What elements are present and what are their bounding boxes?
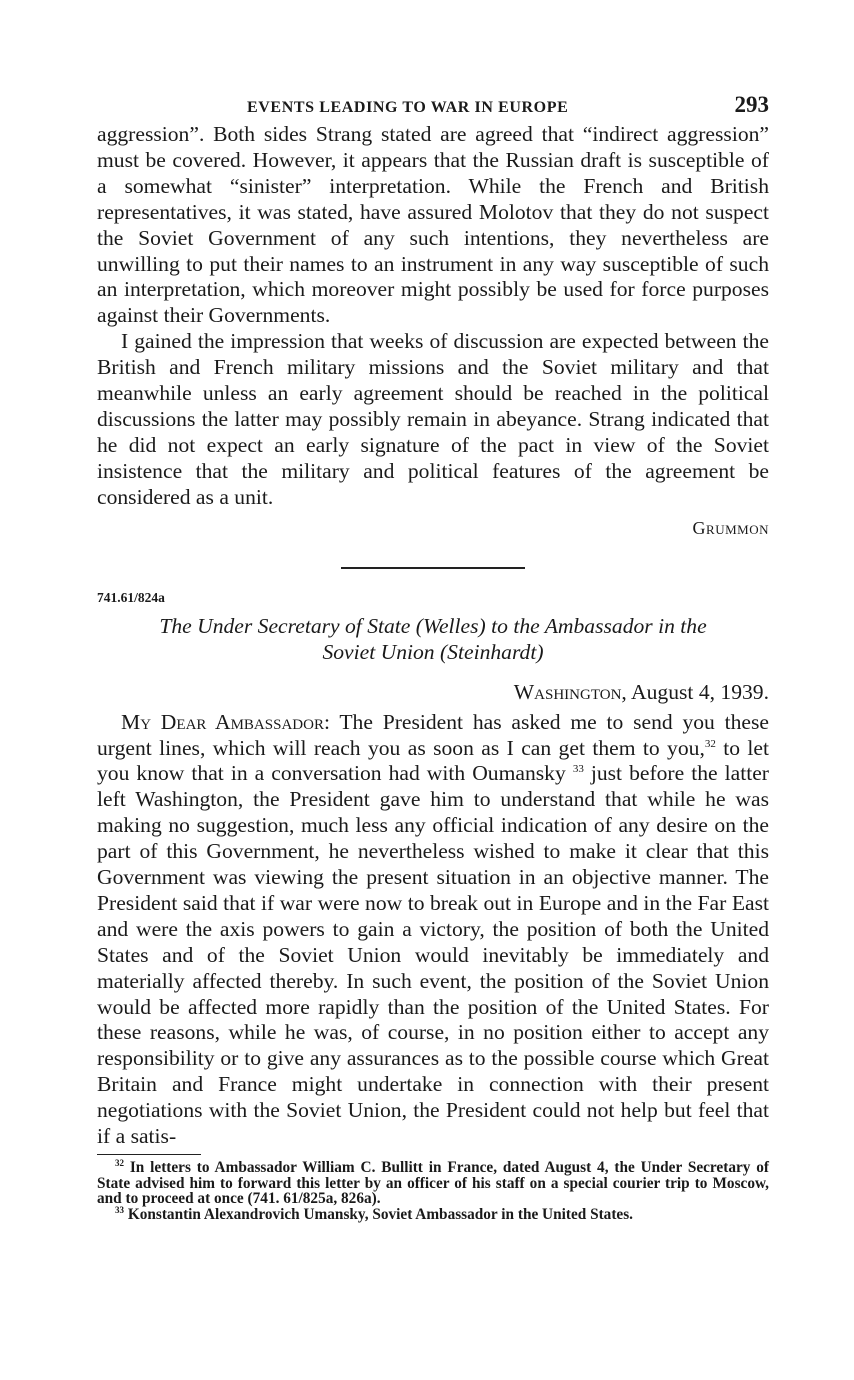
dateline-place: Washington, xyxy=(513,679,627,704)
signature: Grummon xyxy=(692,517,769,538)
letter-body xyxy=(97,710,769,1150)
page-number: 293 xyxy=(734,92,769,117)
footnote-33 xyxy=(97,1204,769,1223)
page xyxy=(97,92,769,1222)
section-divider xyxy=(341,567,525,569)
footnote-number: 32 xyxy=(115,1157,124,1168)
running-head xyxy=(97,92,769,122)
footnote-text: In letters to Ambassador William C. Bullitt in France, dated August 4, the Under Secretary of State advised him to forward this letter by an officer of his staff on a special courier trip to Moscow, and to proceed at once (741. 61/825a, 826a). xyxy=(97,1159,769,1207)
letter-body-part-2: to let you know that in a conversation had with Oumansky xyxy=(97,735,769,786)
paragraph-continued: aggression”. Both sides Strang stated are agreed that “indirect aggression” must be covered. However, it appears that the Russian draft is susceptible of a somewhat “sinister” interpretation. While the French and British representatives, it was stated, have assured Molotov that they do not suspect the Soviet Government of any such intentions, they nevertheless are unwilling to put their names to an instrument in any way susceptible of such an interpretation, which moreover might possibly be used for force purposes against their Governments. xyxy=(97,122,769,328)
salutation: My Dear Ambassador: xyxy=(121,709,330,734)
paragraph-impression: I gained the impression that weeks of discussion are expected between the British and French military missions and the Soviet military and that meanwhile unless an early agreement should be reached in the political discussions the latter may possibly remain in abeyance. Strang indicated that he did not expect an early signature of the pact in view of the Soviet insistence that the military and political features of the agreement be considered as a unit. xyxy=(97,329,769,509)
footnote-ref-32: 32 xyxy=(704,737,716,750)
file-number: 741.61/824a xyxy=(97,589,165,605)
footnote-text: Konstantin Alexandrovich Umansky, Soviet Ambassador in the United States. xyxy=(127,1205,633,1223)
document-heading-line-1: The Under Secretary of State (Welles) to the Ambassador in the xyxy=(159,613,707,638)
footnotes xyxy=(97,1157,769,1223)
running-title: EVENTS LEADING TO WAR IN EUROPE xyxy=(247,99,569,116)
letter-body-part-3: just before the latter left Washington, the President gave him to understand that while he was making no suggestion, much less any official indication of any desire on the part of this Government, he nevertheless wished to make it clear that this Government was viewing the present situation in an objective manner. The President said that if war were now to break out in Europe and in the Far East and were the axis powers to gain a victory, the position of both the United States and of the Soviet Union would inevitably be immediately and materially affected thereby. In such event, the position of the Soviet Union would be affected more rapidly than the position of the United States. For these reasons, while he was, of course, in no position either to accept any responsibility or to give any assurances as to the possible course which Great Britain and France might undertake in connection with their present negotiations with the Soviet Union, the President could not help but feel that if a satis- xyxy=(97,761,769,1149)
dateline-date: August 4, 1939. xyxy=(631,679,769,704)
letter-body-part-1: The President has asked me to send you these urgent lines, which will reach you as soon as I can get them to you, xyxy=(97,709,769,760)
footnote-number: 33 xyxy=(115,1204,124,1215)
footnote-32 xyxy=(97,1157,769,1207)
footnote-ref-33: 33 xyxy=(572,763,584,776)
document-heading-line-2: Soviet Union (Steinhardt) xyxy=(322,639,544,664)
document-heading xyxy=(97,613,769,665)
footnote-rule xyxy=(97,1154,201,1155)
dateline xyxy=(97,677,769,707)
